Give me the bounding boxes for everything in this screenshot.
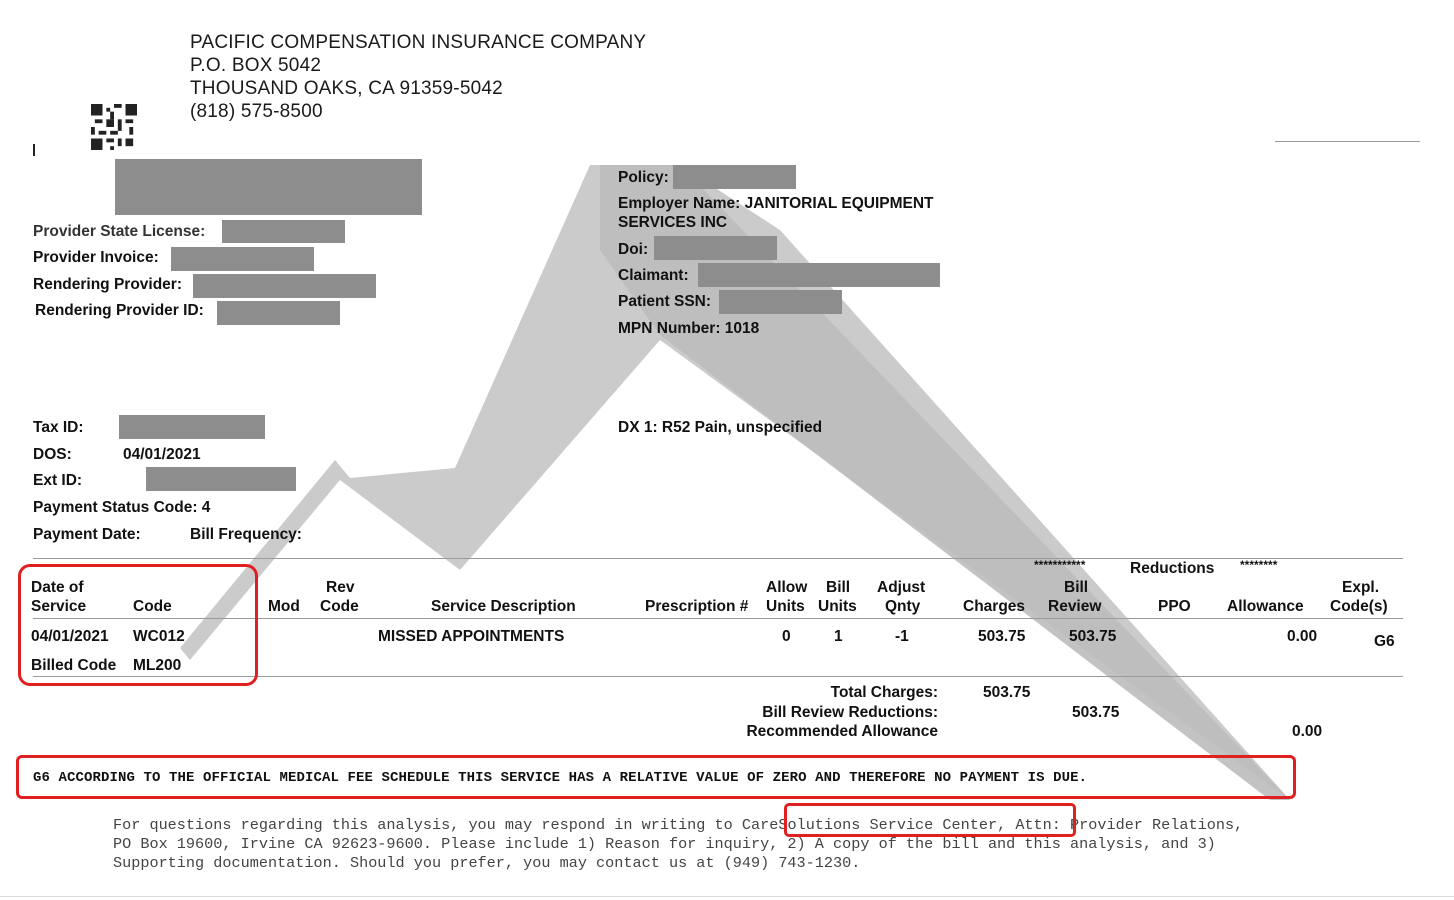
qr-code-icon — [90, 104, 138, 150]
header-service-description: Service Description — [431, 598, 576, 615]
redacted-policy — [673, 165, 796, 189]
total-charges-value: 503.75 — [983, 684, 1031, 701]
top-right-rule — [1275, 141, 1420, 142]
highlight-date-code — [18, 564, 258, 686]
employer-name-line2: SERVICES INC — [618, 214, 728, 231]
redacted-rendering-provider-id — [217, 301, 340, 325]
provider-invoice-label: Provider Invoice: — [33, 249, 159, 266]
explanation-g6: G6 ACCORDING TO THE OFFICIAL MEDICAL FEE SCHEDULE THIS SERVICE HAS A RELATIVE VALUE OF ZERO AND THEREFORE NO PAYMENT IS DUE. — [33, 770, 1088, 786]
header-stars-1: *********** — [1034, 558, 1086, 572]
redacted-invoice — [171, 247, 314, 271]
rendering-provider-label: Rendering Provider: — [33, 276, 182, 293]
redacted-ssn — [719, 290, 842, 314]
row-bill-review: 503.75 — [1069, 628, 1117, 645]
claimant-label: Claimant: — [618, 267, 689, 284]
header-stars-2: ******** — [1240, 558, 1278, 572]
row-expl: G6 — [1374, 633, 1395, 650]
recommended-allowance-value: 0.00 — [1292, 723, 1323, 740]
employer-name-line1: Employer Name: JANITORIAL EQUIPMENT — [618, 195, 934, 212]
footer-line1-a: For questions regarding this analysis, you may respond in writing to — [113, 816, 733, 834]
dos-label: DOS: — [33, 446, 72, 463]
redacted-doi — [654, 236, 777, 260]
header-adjust-qnty: Qnty — [885, 598, 921, 615]
header-reductions: Reductions — [1130, 560, 1215, 577]
provider-state-license-label: Provider State License: — [33, 223, 206, 240]
row-date: 04/01/2021 — [31, 628, 109, 645]
header-expl-1: Expl. — [1342, 579, 1380, 596]
row-allowance: 0.00 — [1287, 628, 1318, 645]
highlight-service-center — [784, 803, 1076, 837]
bill-frequency-label: Bill Frequency: — [190, 526, 302, 543]
billed-code-label: Billed Code — [31, 657, 117, 674]
redacted-ext-id — [146, 467, 296, 491]
header-allow: Allow — [766, 579, 808, 596]
row-charges: 503.75 — [978, 628, 1026, 645]
redacted-tax-id — [119, 415, 265, 439]
company-phone: (818) 575-8500 — [190, 101, 323, 122]
header-code: Code — [133, 598, 172, 615]
footer-line-2: PO Box 19600, Irvine CA 92623-9600. Please include 1) Reason for inquiry, 2) A copy of the bill and this analysis, and 3) — [113, 835, 1216, 853]
header-bill: Bill — [826, 579, 851, 596]
bill-review-reductions-value: 503.75 — [1072, 704, 1120, 721]
header-rev: Rev — [326, 579, 355, 596]
diagnosis: DX 1: R52 Pain, unspecified — [618, 419, 823, 436]
footer-line-3: Supporting documentation. Should you prefer, you may contact us at (949) 743-1230. — [113, 854, 861, 872]
redacted-license — [222, 220, 345, 243]
payment-status-code: Payment Status Code: 4 — [33, 499, 211, 516]
header-allowance: Allowance — [1227, 598, 1304, 615]
total-charges-label: Total Charges: — [830, 684, 938, 701]
bottom-rule — [0, 896, 1454, 897]
company-name: PACIFIC COMPENSATION INSURANCE COMPANY — [190, 32, 647, 53]
redacted-claimant — [698, 263, 940, 287]
payment-date-label: Payment Date: — [33, 526, 141, 543]
patient-ssn-label: Patient SSN: — [618, 293, 712, 310]
header-charges: Charges — [963, 598, 1026, 615]
header-mod: Mod — [268, 598, 300, 615]
header-prescription: Prescription # — [645, 598, 749, 615]
redacted-address — [115, 159, 422, 215]
billed-code-value: ML200 — [133, 657, 182, 674]
dos-value: 04/01/2021 — [123, 446, 201, 463]
header-bill-units: Units — [818, 598, 857, 615]
header-date-of: Date of — [31, 579, 84, 596]
tax-id-label: Tax ID: — [33, 419, 84, 436]
policy-label: Policy: — [618, 169, 669, 186]
footer-line1-c: , Attn: Provider Relations, — [997, 816, 1244, 834]
rendering-provider-id-label: Rendering Provider ID: — [35, 302, 204, 319]
doi-label: Doi: — [618, 241, 649, 258]
header-expl-2: Code(s) — [1330, 598, 1388, 615]
bill-review-reductions-label: Bill Review Reductions: — [762, 704, 938, 721]
ext-id-label: Ext ID: — [33, 472, 83, 489]
margin-mark — [33, 144, 35, 156]
row-code: WC012 — [133, 628, 185, 645]
header-bill-review-1: Bill — [1064, 579, 1089, 596]
table-top-rule — [33, 558, 1403, 559]
mpn-number: MPN Number: 1018 — [618, 320, 760, 337]
row-description: MISSED APPOINTMENTS — [378, 628, 565, 645]
recommended-allowance-label: Recommended Allowance — [746, 723, 938, 740]
row-adjust-qnty: -1 — [895, 628, 909, 645]
header-rev-code: Code — [320, 598, 359, 615]
header-adjust: Adjust — [877, 579, 926, 596]
company-po-box: P.O. BOX 5042 — [190, 55, 322, 76]
row-allow-units: 0 — [782, 628, 791, 645]
header-ppo: PPO — [1158, 598, 1191, 615]
footer-service-center: CareSolutions Service Center — [741, 816, 998, 834]
company-city: THOUSAND OAKS, CA 91359-5042 — [190, 78, 503, 99]
redacted-rendering-provider — [193, 274, 376, 298]
header-service: Service — [31, 598, 87, 615]
header-bill-review-2: Review — [1048, 598, 1102, 615]
header-allow-units: Units — [766, 598, 805, 615]
highlight-explanation — [16, 755, 1296, 799]
row-bill-units: 1 — [834, 628, 843, 645]
